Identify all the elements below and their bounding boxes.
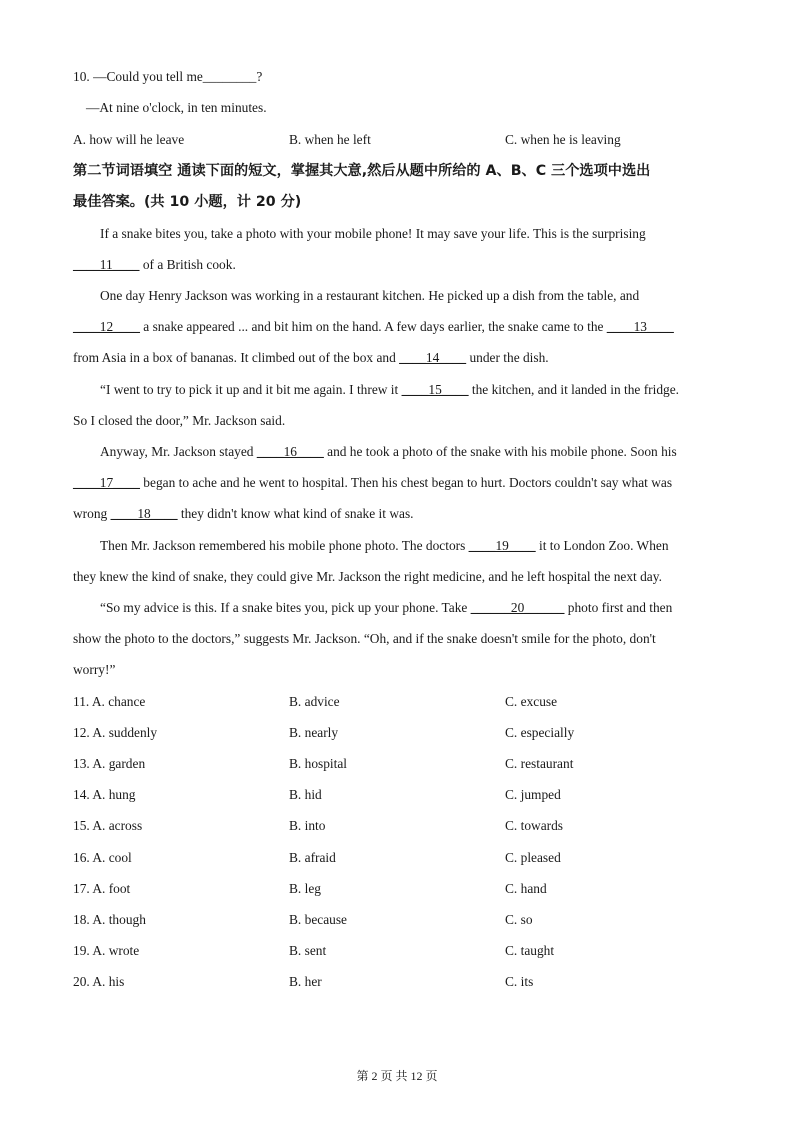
passage-line (100, 381, 679, 399)
blank-17: ____17____ (73, 475, 140, 490)
q10-question: 10. —Could you tell me________? (73, 69, 263, 84)
blank-20: ______20______ (470, 600, 565, 615)
passage-text: of a British cook. (139, 257, 236, 272)
option-c: C. pleased (505, 850, 561, 865)
passage-line (73, 256, 236, 274)
option-a: 11. A. chance (73, 694, 146, 709)
option-c: C. its (505, 974, 534, 989)
blank-12: ____12____ (73, 319, 140, 334)
option-c: C. excuse (505, 694, 558, 709)
option-a: 12. A. suddenly (73, 725, 158, 740)
option-b: B. into (289, 818, 326, 833)
option-a: 13. A. garden (73, 756, 146, 771)
option-b: B. hid (289, 787, 322, 802)
passage-line (100, 537, 669, 555)
passage-text: they didn't know what kind of snake it was. (177, 506, 414, 521)
passage-text: Anyway, Mr. Jackson stayed (100, 444, 257, 459)
q10-answer-line: —At nine o'clock, in ten minutes. (86, 100, 267, 115)
option-a: 18. A. though (73, 912, 146, 927)
blank-19: ____19____ (468, 538, 536, 553)
passage-line (100, 443, 677, 461)
option-c: C. towards (505, 818, 564, 833)
passage-text: under the dish. (466, 350, 549, 365)
passage-line: One day Henry Jackson was working in a restaurant kitchen. He picked up a dish from the table, and (100, 288, 640, 303)
passage-text: began to ache and he went to hospital. Then his chest began to hurt. Doctors couldn't say what was (139, 475, 673, 490)
passage-text: a snake appeared ... and bit him on the hand. A few days earlier, the snake came to the (139, 319, 607, 334)
q10-option-b: B. when he left (289, 132, 371, 147)
option-c: C. jumped (505, 787, 561, 802)
option-c: C. restaurant (505, 756, 574, 771)
passage-text: the kitchen, and it landed in the fridge. (468, 382, 680, 397)
option-b: B. afraid (289, 850, 336, 865)
blank-14: ____14____ (399, 350, 467, 365)
passage-text: “I went to try to pick it up and it bit me again. I threw it (100, 382, 402, 397)
passage-line: they knew the kind of snake, they could give Mr. Jackson the right medicine, and he left hospital the next day. (73, 569, 662, 584)
blank-16: ____16____ (256, 444, 324, 459)
passage-line (73, 505, 414, 523)
option-b: B. her (289, 974, 322, 989)
section-heading-line1: 第二节词语填空 通读下面的短文，掌握其大意,然后从题中所给的 A、B、C 三个选项中选出 (73, 163, 651, 179)
passage-text: and he took a photo of the snake with his mobile phone. Soon his (323, 444, 677, 459)
passage-text: photo first and then (564, 600, 673, 615)
blank-15: ____15____ (401, 382, 469, 397)
page-footer: 第 2 页 共 12 页 (356, 1069, 438, 1083)
passage-text: it to London Zoo. When (535, 538, 669, 553)
option-c: C. so (505, 912, 533, 927)
option-b: B. advice (289, 694, 340, 709)
passage-line: worry!” (73, 662, 116, 677)
blank-18: ____18____ (110, 506, 178, 521)
option-b: B. sent (289, 943, 327, 958)
option-b: B. hospital (289, 756, 348, 771)
passage-line (100, 599, 672, 617)
option-b: B. because (289, 912, 348, 927)
option-a: 20. A. his (73, 974, 125, 989)
option-b: B. leg (289, 881, 321, 896)
option-b: B. nearly (289, 725, 339, 740)
passage-line (73, 318, 674, 336)
passage-line (73, 349, 549, 367)
option-a: 19. A. wrote (73, 943, 140, 958)
section-heading-line2: 最佳答案。(共 10 小题，计 20 分) (73, 194, 302, 210)
option-c: C. hand (505, 881, 547, 896)
option-a: 14. A. hung (73, 787, 136, 802)
blank-13: ____13____ (606, 319, 674, 334)
passage-text: from Asia in a box of bananas. It climbed out of the box and (73, 350, 400, 365)
option-a: 15. A. across (73, 818, 143, 833)
passage-text: Then Mr. Jackson remembered his mobile phone photo. The doctors (100, 538, 469, 553)
passage-line: So I closed the door,” Mr. Jackson said. (73, 413, 286, 428)
option-a: 16. A. cool (73, 850, 132, 865)
q10-option-c: C. when he is leaving (505, 132, 621, 147)
option-a: 17. A. foot (73, 881, 131, 896)
passage-line (73, 474, 672, 492)
option-c: C. taught (505, 943, 555, 958)
blank-11: ____11____ (73, 257, 140, 272)
passage-line: If a snake bites you, take a photo with your mobile phone! It may save your life. This is the surprising (100, 226, 646, 241)
q10-option-a: A. how will he leave (73, 132, 185, 147)
option-c: C. especially (505, 725, 575, 740)
passage-line: show the photo to the doctors,” suggests Mr. Jackson. “Oh, and if the snake doesn't smile for the photo, don't (73, 631, 656, 646)
passage-text: wrong (73, 506, 111, 521)
passage-text: “So my advice is this. If a snake bites you, pick up your phone. Take (100, 600, 471, 615)
